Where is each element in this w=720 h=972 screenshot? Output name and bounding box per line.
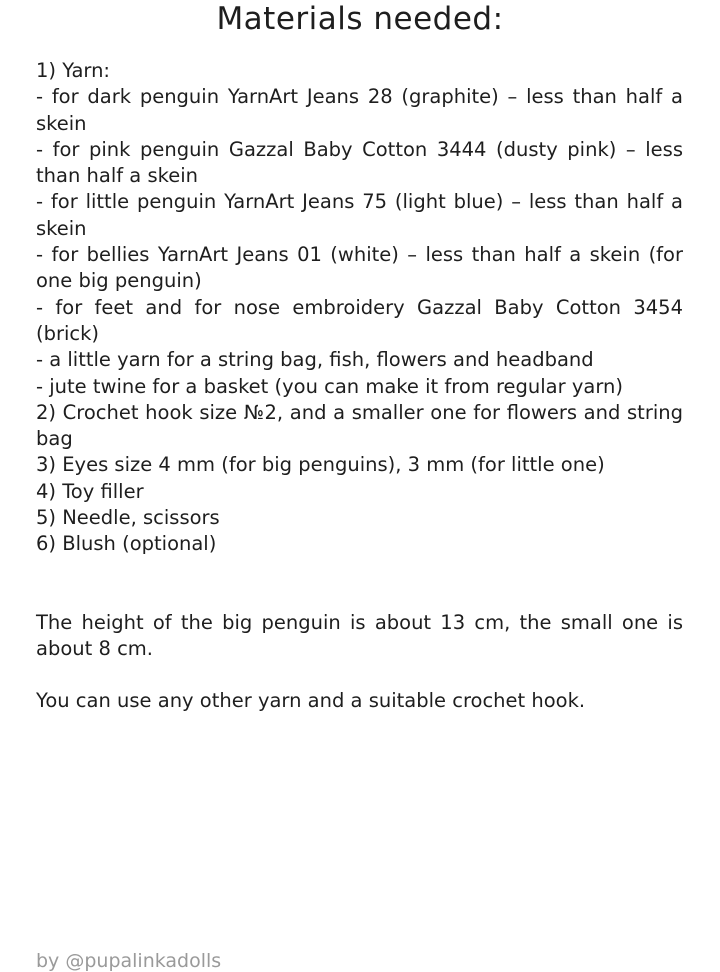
list-item: 4) Toy filler — [36, 479, 144, 503]
list-item: 1) Yarn: — [36, 59, 110, 82]
list-item: 2) Crochet hook size №2, and a smaller one for flowers and string bag — [36, 400, 683, 451]
page-title: Materials needed: — [216, 1, 504, 37]
list-item: 5) Needle, scissors — [36, 506, 220, 530]
list-item: 6) Blush (optional) — [36, 532, 217, 556]
materials-content — [36, 58, 683, 715]
list-item: - for pink penguin Gazzal Baby Cotton 3444 (dusty pink) – less than half a skein — [36, 137, 683, 188]
list-item: 3) Eyes size 4 mm (for big penguins), 3 mm (for little one) — [36, 453, 605, 477]
list-item: - for little penguin YarnArt Jeans 75 (light blue) – less than half a skein — [36, 190, 683, 240]
yarn-note: You can use any other yarn and a suitable crochet hook. — [36, 689, 586, 713]
spacer — [36, 558, 683, 610]
spacer — [36, 662, 683, 688]
list-item: - jute twine for a basket (you can make it from regular yarn) — [36, 374, 623, 398]
footer-credit: by @pupalinkadolls — [36, 950, 222, 972]
list-item: - for feet and for nose embroidery Gazzal Baby Cotton 3454 (brick) — [36, 295, 683, 345]
height-note: The height of the big penguin is about 13 cm, the small one is about 8 cm. — [36, 610, 683, 660]
list-item: - a little yarn for a string bag, fish, flowers and headband — [36, 348, 594, 372]
list-item: - for dark penguin YarnArt Jeans 28 (graphite) – less than half a skein — [36, 85, 683, 135]
list-item: - for bellies YarnArt Jeans 01 (white) – less than half a skein (for one big penguin) — [36, 243, 683, 293]
